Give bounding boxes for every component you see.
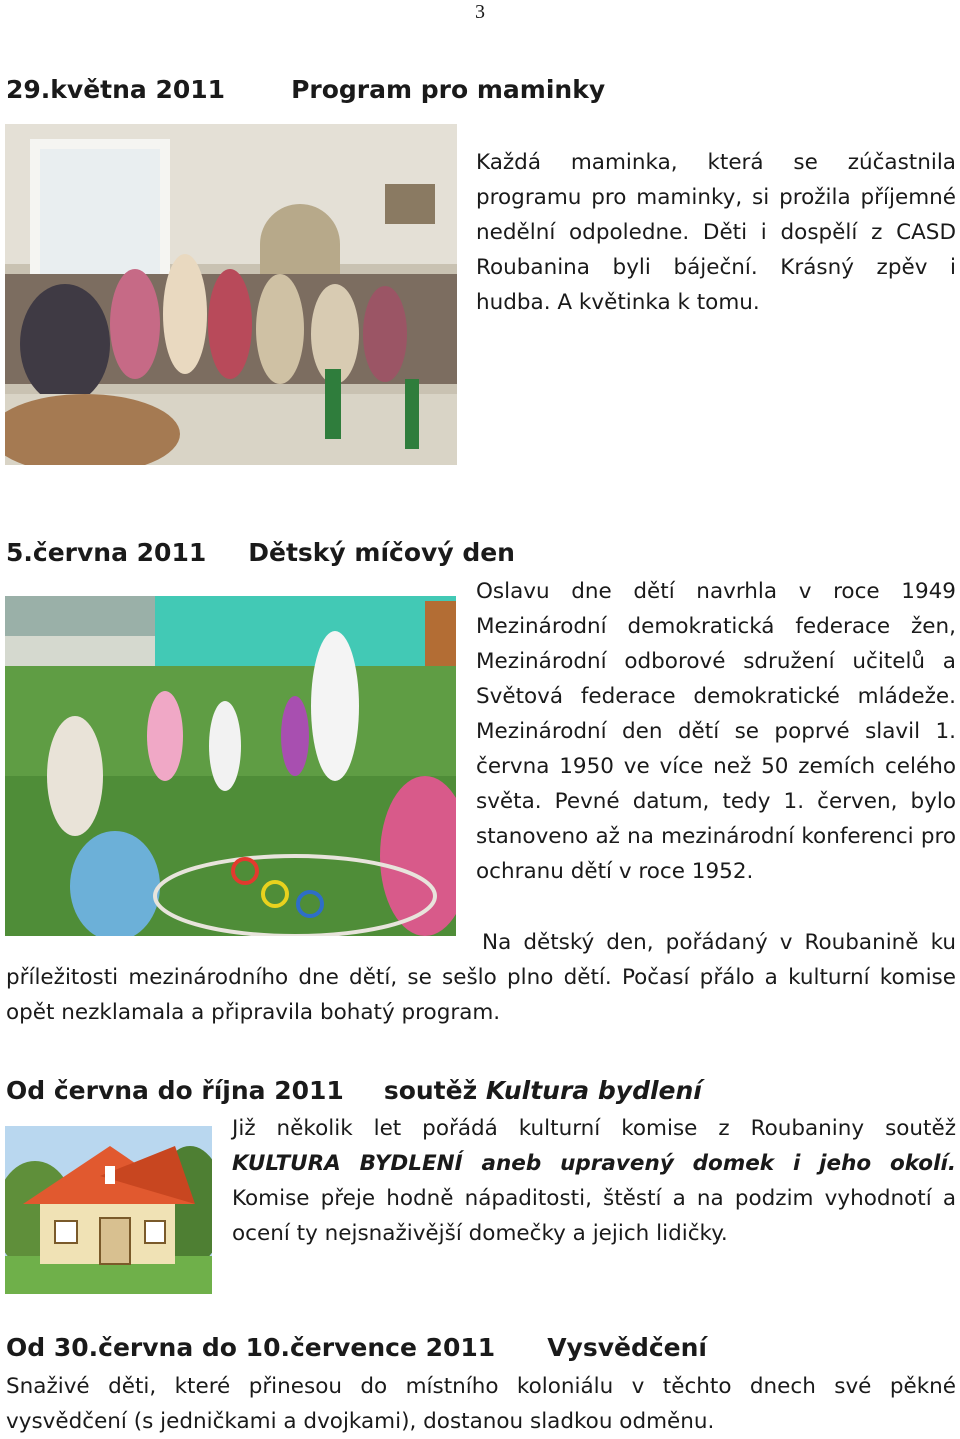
section-title: Dětský míčový den — [248, 538, 515, 567]
contest-text-rest: Komise přeje hodně nápaditosti, štěstí a na podzim vyhodnotí a ocení ty nejsnaživější domečky a jejich lidičky. — [232, 1186, 956, 1246]
section-title: Program pro maminky — [291, 75, 606, 104]
section-heading-mothers-program — [6, 74, 605, 106]
section-heading-housing-culture — [6, 1075, 702, 1107]
section-date: Od 30.června do 10.července 2011 — [6, 1333, 496, 1362]
contest-text-intro: Již několik let pořádá kulturní komise z Roubaniny soutěž — [232, 1116, 956, 1141]
page-number: 3 — [475, 1, 485, 23]
section-date: 29.května 2011 — [6, 75, 226, 104]
section-text — [232, 1111, 956, 1251]
section-title-italic: Kultura bydlení — [485, 1076, 702, 1105]
section-date: Od června do října 2011 — [6, 1076, 344, 1105]
section-title-prefix: soutěž — [383, 1076, 478, 1105]
photo-concert — [5, 124, 457, 465]
section-text: Oslavu dne dětí navrhla v roce 1949 Mezinárodní demokratická federace žen, Mezinárodní odborové sdružení učitelů a Světová federace demokratické mládeže. Mezinárodní den dětí se poprvé slavil 1. června 1950 ve více než 50 zemích celého světa. Pevné datum, tedy 1. červen, bylo stanoveno až na mezinárodní konferenci pro ochranu dětí v roce 1952. — [476, 579, 956, 884]
section-text-continued: Na dětský den, pořádaný v Roubanině ku příležitosti mezinárodního dne dětí, se sešlo plno dětí. Počasí přálo a kulturní komise opět nezklamala a připravila bohatý program. — [6, 930, 956, 1025]
section-heading-report-cards — [6, 1332, 707, 1364]
section-text: Snaživé děti, které přinesou do místního koloniálu v těchto dnech své pěkné vysvědčení (s jedničkami a dvojkami), dostanou sladkou odměnu. — [6, 1374, 956, 1434]
section-date: 5.června 2011 — [6, 538, 207, 567]
section-title: Vysvědčení — [547, 1333, 708, 1362]
section-text: Každá maminka, která se zúčastnila programu pro maminky, si prožila příjemné nedělní odpoledne. Děti i dospělí z CASD Roubanina byli báječní. Krásný zpěv i hudba. A květinka k tomu. — [476, 150, 956, 315]
section-heading-childrens-day — [6, 537, 515, 569]
photo-house — [5, 1126, 212, 1294]
contest-name: KULTURA BYDLENÍ aneb upravený domek i jeho okolí. — [232, 1151, 956, 1176]
photo-childrens-day — [5, 596, 456, 936]
